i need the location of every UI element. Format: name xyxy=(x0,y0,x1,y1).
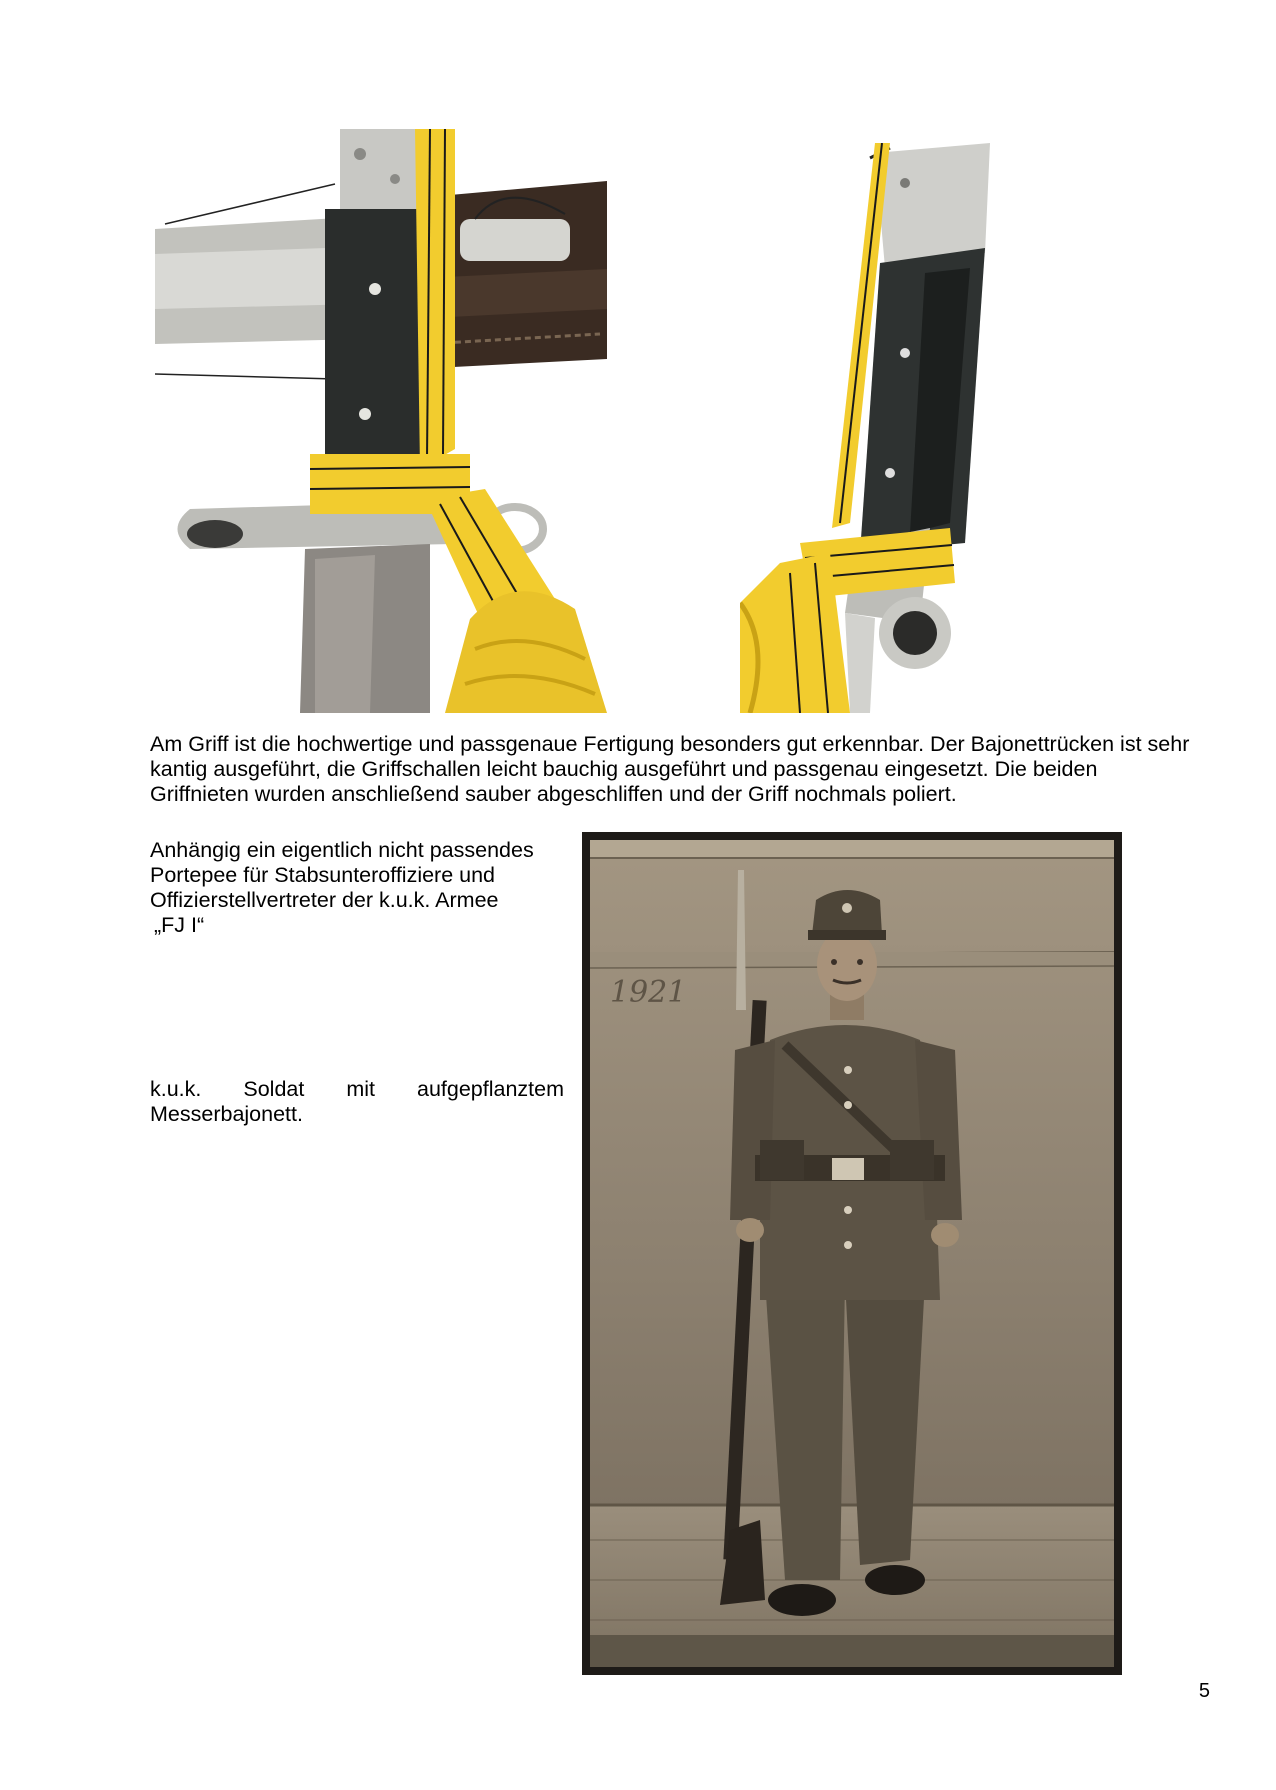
portepee-marking: „FJ I“ xyxy=(154,913,205,937)
soldier-photograph xyxy=(582,832,1122,1675)
grip-description: Am Griff ist die hochwertige und passgenaue Fertigung besonders gut erkennbar. Der Bajonettrücken ist sehr kantig ausgeführt, die Griffschallen leicht bauchig ausgeführt und passgenau eingesetzt. Die beiden Griffnieten wurden anschließend sauber abgeschliffen und der Griff nochmals poliert. xyxy=(150,732,1190,806)
soldier-caption xyxy=(150,1077,564,1127)
page-number: 5 xyxy=(1198,1680,1210,1702)
soldier-caption-line1: k.u.k. Soldat mit aufgepflanztem xyxy=(150,1077,564,1101)
portepee-description-text: Anhängig ein eigentlich nicht passendes Portepee für Stabsunteroffiziere und Offizierstellvertreter der k.u.k. Armee xyxy=(150,838,534,912)
portepee-description xyxy=(150,838,570,938)
bayonet-grip-photo-right xyxy=(740,143,994,713)
wall-marking: 1921 xyxy=(610,975,687,1010)
bayonet-grip-photo-left xyxy=(155,129,607,713)
soldier-caption-line2: Messerbajonett. xyxy=(150,1102,303,1126)
